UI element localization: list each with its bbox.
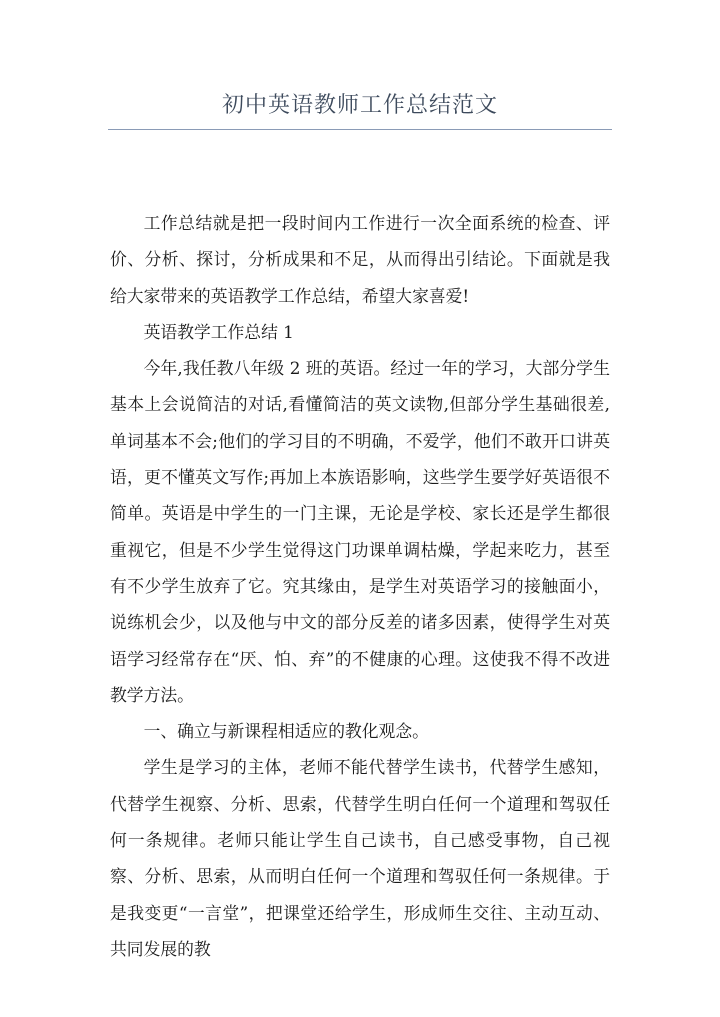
intro-paragraph: 工作总结就是把一段时间内工作进行一次全面系统的检查、评价、分析、探讨，分析成果和不足，从而得出引结论。下面就是我给大家带来的英语教学工作总结，希望大家喜爱! [110,213,610,306]
body-paragraph: 学生是学习的主体，老师不能代替学生读书，代替学生感知，代替学生视察、分析、思索，代替学生明白任何一个道理和驾驭任何一条规律。老师只能让学生自己读书，自己感受事物，自己视察、分析、思索，从而明白任何一个道理和驾驭任何一条规律。于是我变更“一言堂”，把课堂还给学生，形成师生交往、主动互动、共同发展的教 [110,757,610,959]
document-body [110,205,610,967]
title-divider [108,129,612,130]
page-title: 初中英语教师工作总结范文 [221,93,498,118]
subsection-heading: 一、确立与新课程相适应的教化观念。 [143,721,429,742]
section-heading: 英语教学工作总结 1 [143,321,294,342]
body-paragraph: 今年,我任教八年级 2 班的英语。经过一年的学习，大部分学生基本上会说简洁的对话,看懂简洁的英文读物,但部分学生基础很差,单词基本不会;他们的学习目的不明确，不爱学，他们不敢开口讲英语，更不懂英文写作;再加上本族语影响，这些学生要学好英语很不简单。英语是中学生的一门主课，无论是学校、家长还是学生都很重视它，但是不少学生觉得这门功课单调枯燥，学起来吃力，甚至有不少学生放弃了它。究其缘由，是学生对英语学习的接触面小，说练机会少，以及他与中文的部分反差的诸多因素，使得学生对英语学习经常存在“厌、怕、弃”的不健康的心理。这使我不得不改进教学方法。 [110,358,610,705]
